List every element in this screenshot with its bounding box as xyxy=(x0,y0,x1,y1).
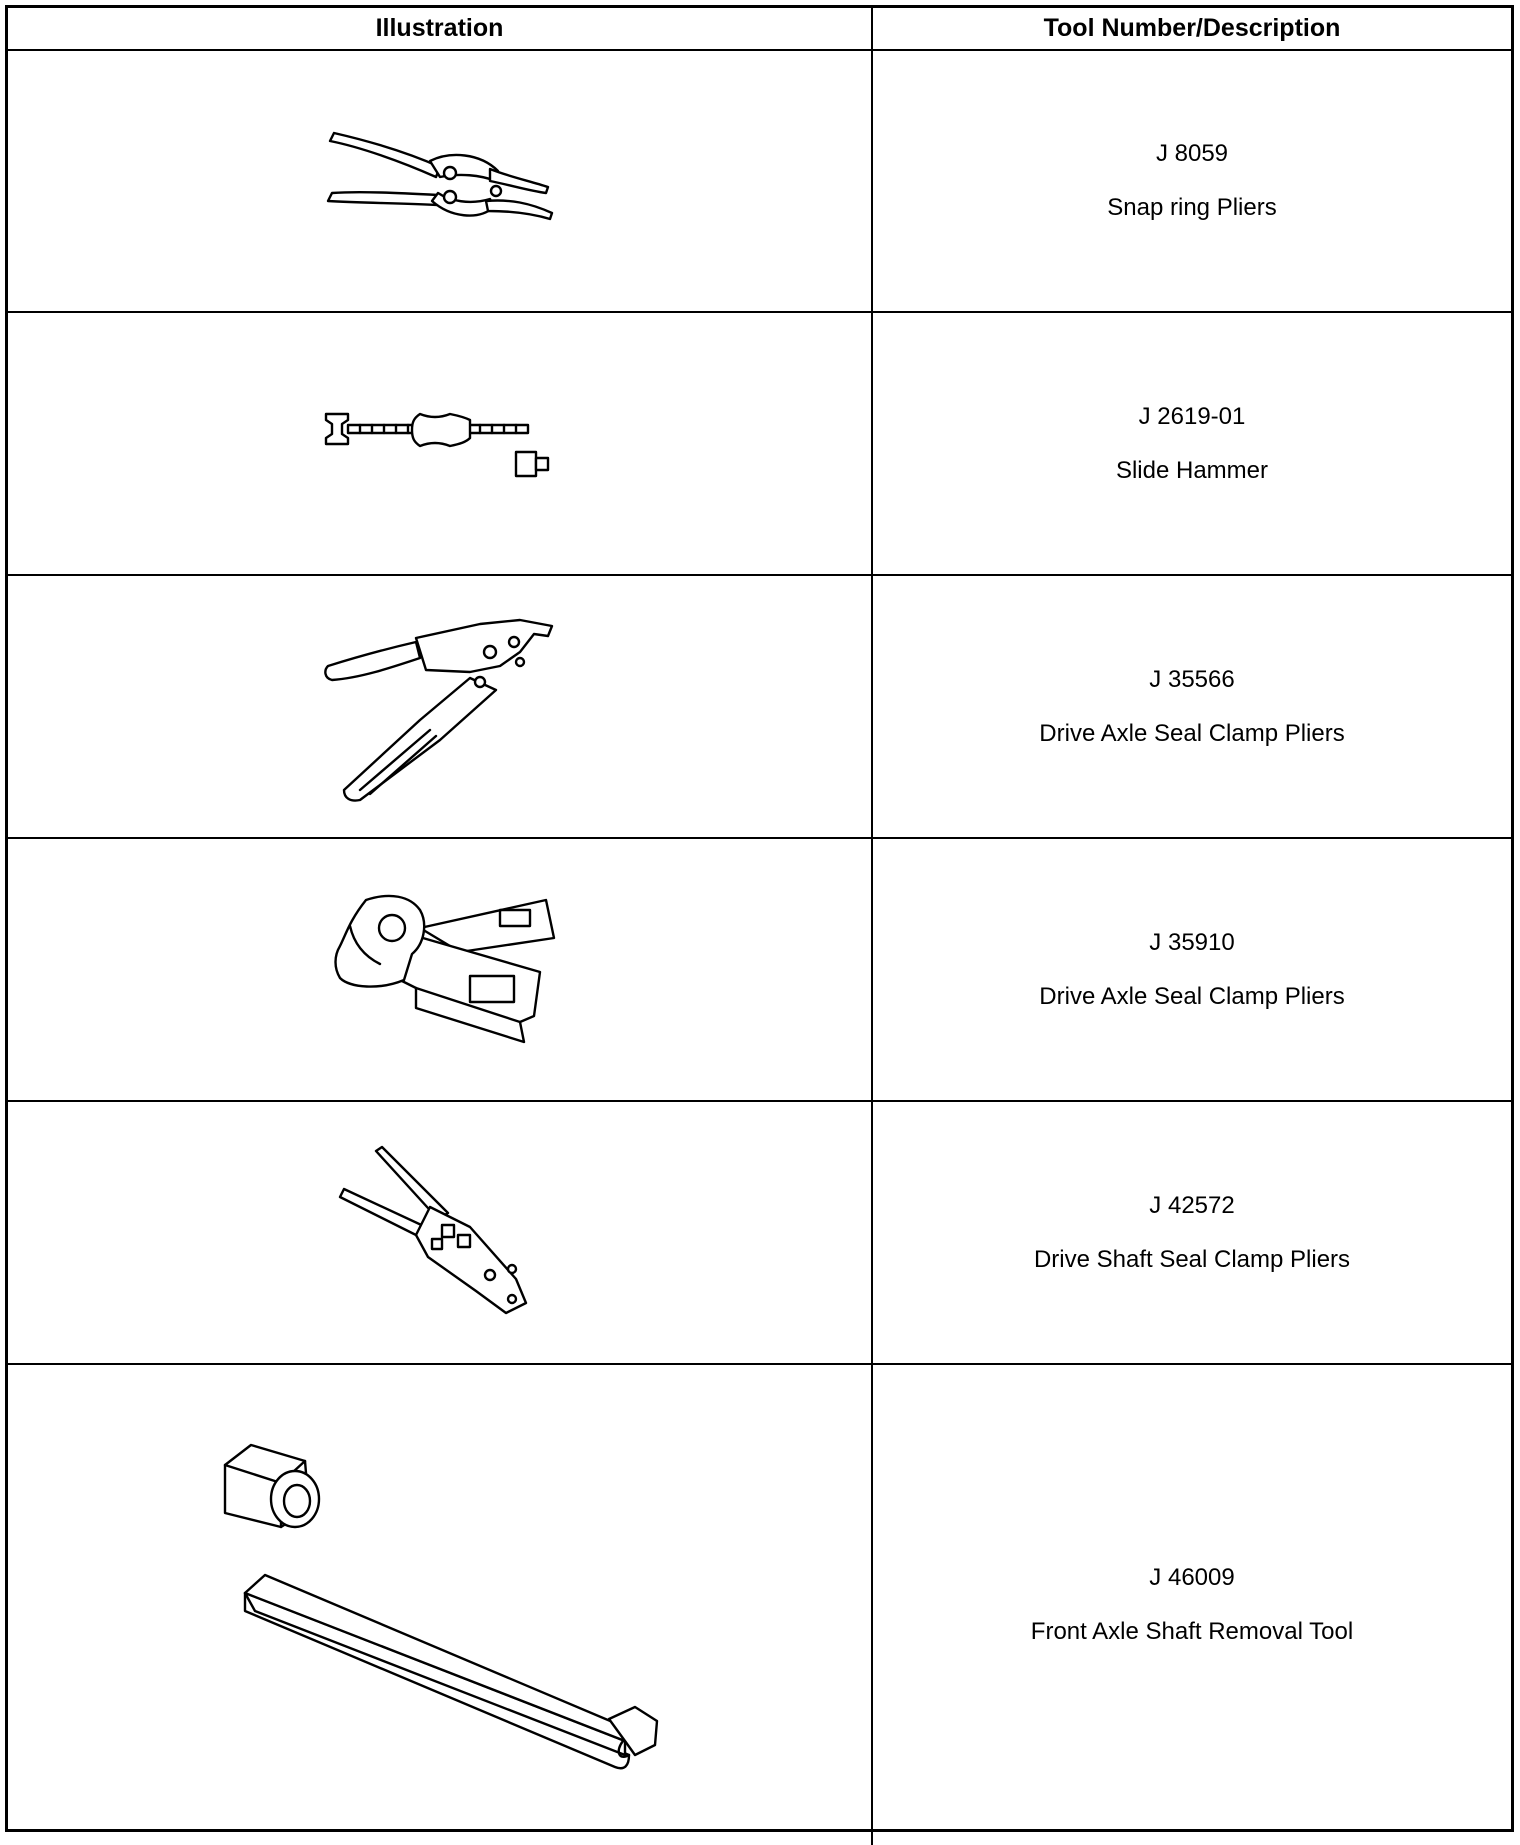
table-row xyxy=(8,839,1511,1102)
drive-shaft-clamp-pliers-icon xyxy=(320,1143,560,1323)
illustration-cell xyxy=(8,576,873,837)
tool-number: J 35910 xyxy=(1149,928,1235,956)
description-cell xyxy=(873,1102,1511,1363)
description-cell xyxy=(873,313,1511,574)
tool-number: J 46009 xyxy=(1149,1564,1235,1591)
seal-clamp-tool-icon xyxy=(320,890,560,1050)
tool-description: Drive Shaft Seal Clamp Pliers xyxy=(1033,1245,1351,1273)
seal-clamp-pliers-icon xyxy=(320,612,560,802)
header-illustration: Illustration xyxy=(8,8,873,49)
tool-description: Slide Hammer xyxy=(1115,456,1269,484)
table-row xyxy=(8,51,1511,313)
illustration-cell xyxy=(8,51,873,311)
tool-number: J 35566 xyxy=(1149,665,1235,693)
tool-description: Drive Axle Seal Clamp Pliers xyxy=(1039,719,1345,747)
header-tool-description: Tool Number/Description xyxy=(1043,14,1341,42)
illustration-cell xyxy=(8,313,873,574)
axle-removal-tool-icon xyxy=(205,1425,675,1785)
table-row xyxy=(8,313,1511,576)
table-row xyxy=(8,1365,1511,1845)
description-cell xyxy=(873,1365,1511,1845)
table-row xyxy=(8,1102,1511,1365)
illustration-cell xyxy=(8,839,873,1100)
description-cell xyxy=(873,576,1511,837)
tool-number: J 2619-01 xyxy=(1138,402,1246,430)
tool-number: J 42572 xyxy=(1149,1191,1235,1219)
table-row xyxy=(8,576,1511,839)
description-cell xyxy=(873,51,1511,311)
tool-table xyxy=(5,5,1514,1832)
tool-number: J 8059 xyxy=(1155,140,1229,167)
illustration-cell xyxy=(8,1365,873,1845)
snap-ring-pliers-icon xyxy=(320,121,560,241)
tool-description: Snap ring Pliers xyxy=(1107,194,1277,221)
description-cell xyxy=(873,839,1511,1100)
tool-description: Front Axle Shaft Removal Tool xyxy=(1030,1618,1354,1645)
tool-description: Drive Axle Seal Clamp Pliers xyxy=(1039,982,1345,1010)
table-header xyxy=(8,8,1511,51)
illustration-cell xyxy=(8,1102,873,1363)
slide-hammer-icon xyxy=(320,404,560,484)
